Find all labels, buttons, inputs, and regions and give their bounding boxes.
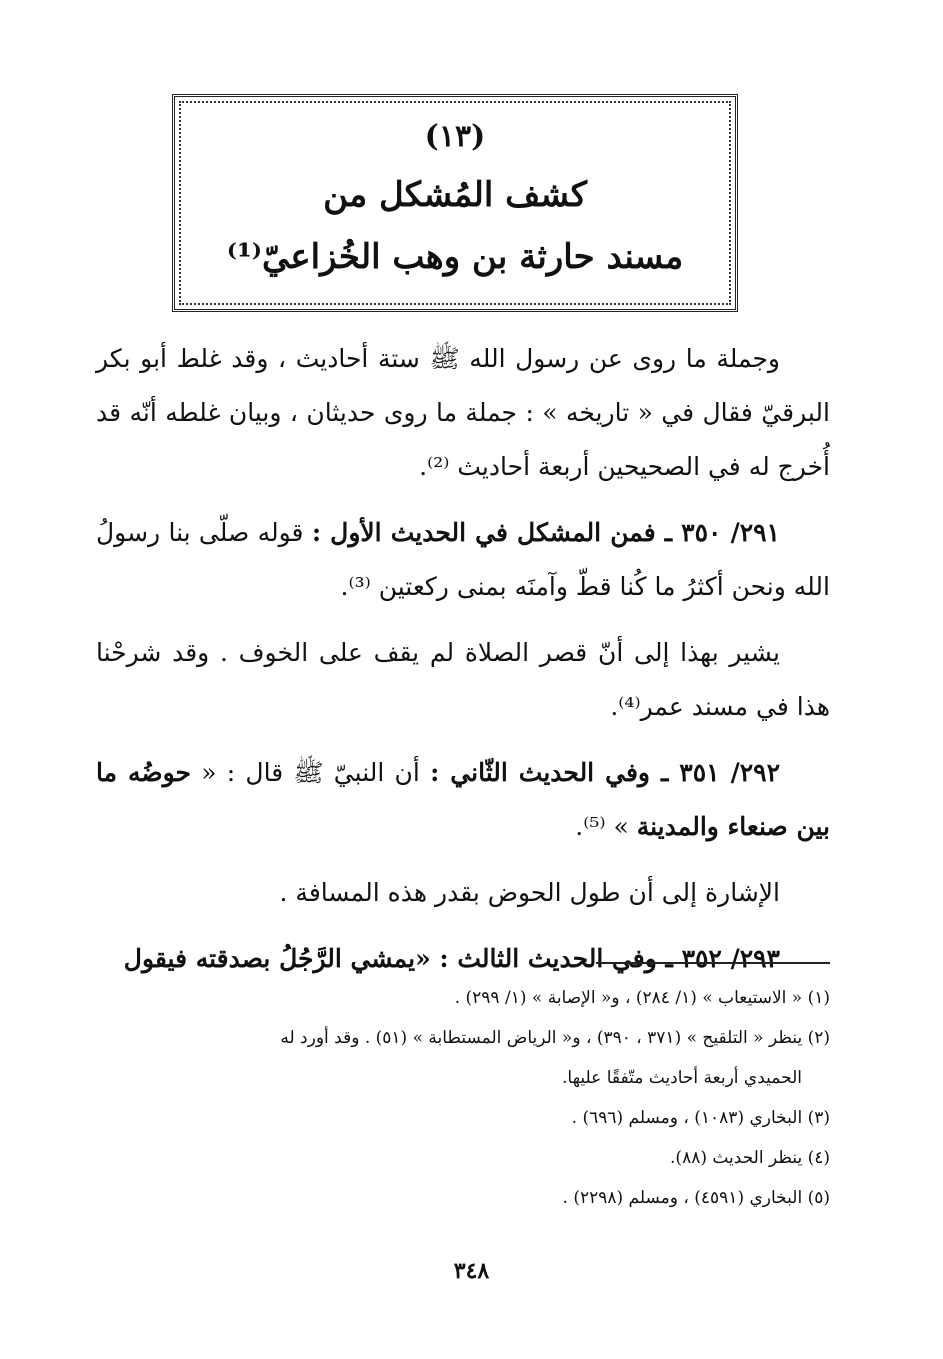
hadith-292-heading: ٢٩٢/ ٣٥١ ـ وفي الحديث الثّاني : <box>430 758 781 787</box>
chapter-title-line-1: كشف المُشكل من <box>323 174 587 215</box>
hadith-292 <box>96 746 830 854</box>
intro-paragraph: وجملة ما روى عن رسول الله ﷺ ستة أحاديث ، وقد غلط أبو بكر البرقيّ فقال في « تاريخه » : جملة ما روى حديثان ، وبيان غلطه أنّه قد أُخرج له في الصحيحين أربعة أحاديث ⁽²⁾. <box>96 344 830 481</box>
footnote-separator <box>596 962 830 964</box>
hadith-292-end: » ⁽⁵⁾. <box>575 812 637 841</box>
footnote-4: (٤) ينظر الحديث (٨٨). <box>670 1148 830 1168</box>
footnotes <box>96 978 830 1218</box>
chapter-title-line-2: مسند حارثة بن وهب الخُزاعيّ⁽¹⁾ <box>226 236 684 277</box>
footnote-2-continued: الحميدي أربعة أحاديث متّفقًا عليها. <box>561 1068 802 1088</box>
main-text <box>96 332 830 998</box>
hadith-292-quote: حوضُه ما بين صنعاء والمدينة <box>96 758 830 841</box>
chapter-number: (١٣) <box>424 118 486 154</box>
commentary-292: الإشارة إلى أن طول الحوض بقدر هذه المسافة . <box>279 878 780 907</box>
hadith-291-heading: ٢٩١/ ٣٥٠ ـ فمن المشكل في الحديث الأول : <box>311 518 780 547</box>
page-number: ٣٤٨ <box>453 1258 490 1284</box>
hadith-292-text: أن النبيّ ﷺ قال : « <box>191 758 431 787</box>
hadith-291-text: قوله صلّى بنا رسولُ الله ونحن أكثرُ ما كُنا قطّ وآمنَه بمنى ركعتين ⁽³⁾. <box>96 518 830 601</box>
commentary-291: يشير بهذا إلى أنّ قصر الصلاة لم يقف على الخوف . وقد شرحْنا هذا في مسند عمر⁽⁴⁾. <box>96 638 830 721</box>
footnote-3: (٣) البخاري (١٠٨٣) ، ومسلم (٦٩٦) . <box>571 1108 830 1128</box>
chapter-title-frame <box>172 94 738 312</box>
hadith-293: ٢٩٣/ ٣٥٢ ـ وفي الحديث الثالث : «يمشي الرَّجُلُ بصدقته فيقول <box>123 944 780 973</box>
hadith-291 <box>96 506 830 614</box>
footnote-5: (٥) البخاري (٤٥٩١) ، ومسلم (٢٢٩٨) . <box>562 1188 830 1208</box>
footnote-2: (٢) ينظر « التلقيح » (٣٧١ ، ٣٩٠) ، و« الرياض المستطابة » (٥١) . وقد أورد له <box>280 1028 830 1048</box>
footnote-1: (١) « الاستيعاب » (١/ ٢٨٤) ، و« الإصابة » (١/ ٢٩٩) . <box>454 988 830 1008</box>
chapter-title-inner-frame <box>179 101 731 305</box>
